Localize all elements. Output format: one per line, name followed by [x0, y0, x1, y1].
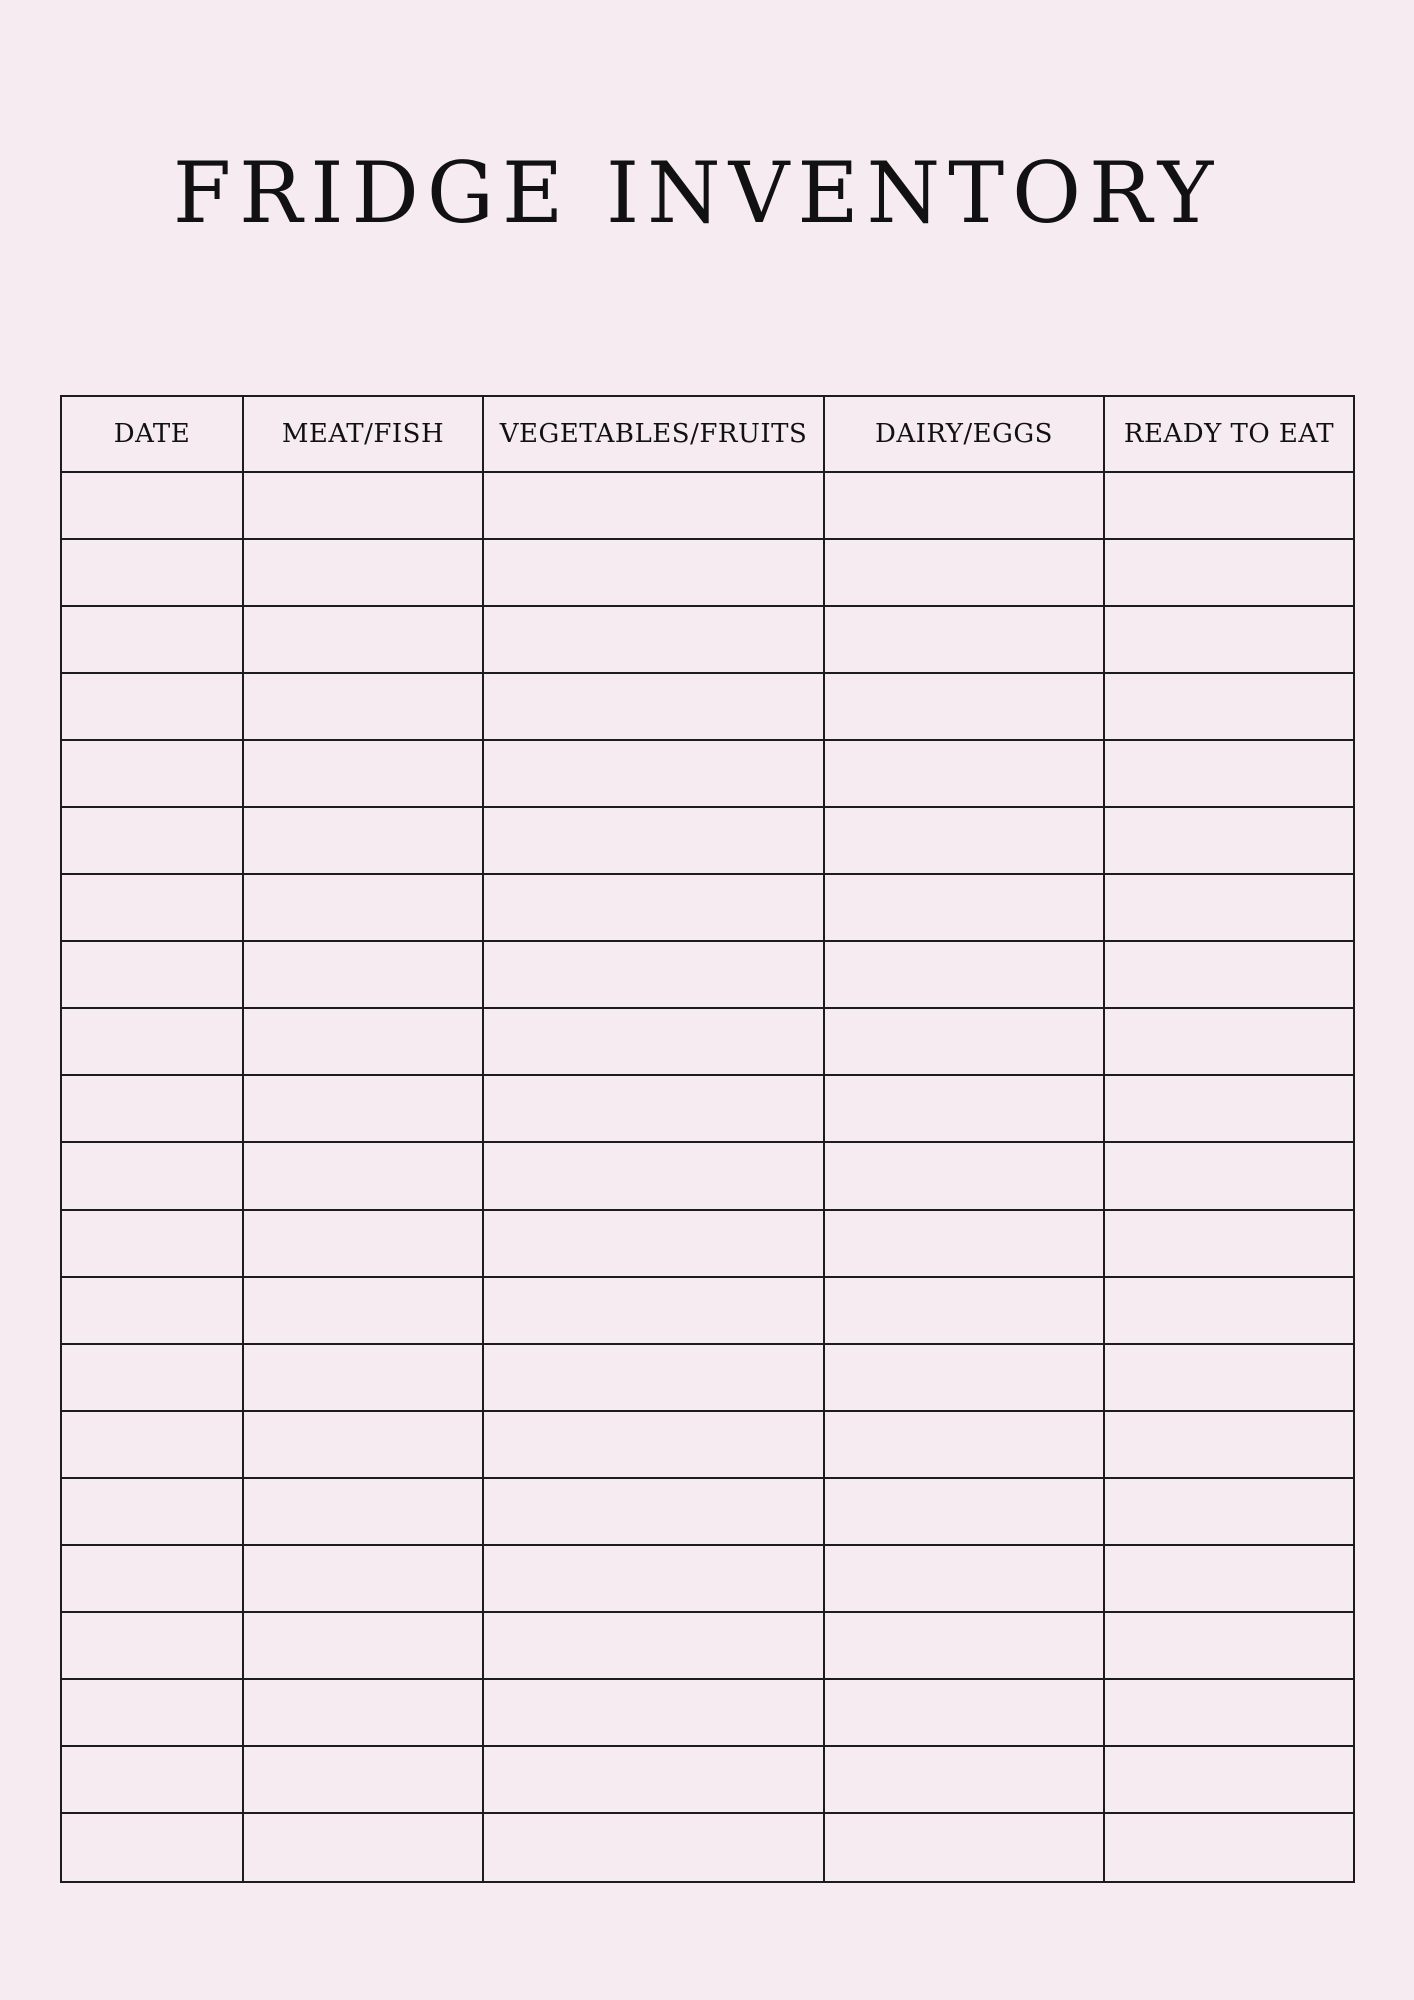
- table-cell-vegetables-fruits: [484, 1814, 825, 1881]
- table-cell-dairy-eggs: [825, 1747, 1105, 1814]
- table-cell-date: [62, 942, 244, 1009]
- table-cell-ready-to-eat: [1105, 1009, 1353, 1076]
- table-cell-ready-to-eat: [1105, 473, 1353, 540]
- table-cell-meat-fish: [244, 1479, 484, 1546]
- table-cell-dairy-eggs: [825, 607, 1105, 674]
- table-cell-date: [62, 674, 244, 741]
- table-cell-date: [62, 1278, 244, 1345]
- table-cell-meat-fish: [244, 741, 484, 808]
- column-header-vegetables-fruits: VEGETABLES/FRUITS: [484, 397, 825, 473]
- table-cell-dairy-eggs: [825, 674, 1105, 741]
- table-cell-dairy-eggs: [825, 1143, 1105, 1210]
- column-header-date: DATE: [62, 397, 244, 473]
- table-cell-vegetables-fruits: [484, 1613, 825, 1680]
- table-cell-meat-fish: [244, 674, 484, 741]
- column-header-ready-to-eat: READY TO EAT: [1105, 397, 1353, 473]
- table-cell-vegetables-fruits: [484, 674, 825, 741]
- table-cell-date: [62, 875, 244, 942]
- table-cell-date: [62, 1143, 244, 1210]
- table-cell-date: [62, 1412, 244, 1479]
- table-cell-vegetables-fruits: [484, 1009, 825, 1076]
- table-cell-ready-to-eat: [1105, 1076, 1353, 1143]
- table-cell-vegetables-fruits: [484, 808, 825, 875]
- table-cell-meat-fish: [244, 808, 484, 875]
- table-cell-ready-to-eat: [1105, 607, 1353, 674]
- table-cell-ready-to-eat: [1105, 674, 1353, 741]
- table-cell-vegetables-fruits: [484, 1278, 825, 1345]
- table-cell-dairy-eggs: [825, 1345, 1105, 1412]
- table-cell-dairy-eggs: [825, 1613, 1105, 1680]
- table-cell-dairy-eggs: [825, 1412, 1105, 1479]
- table-cell-dairy-eggs: [825, 808, 1105, 875]
- table-cell-dairy-eggs: [825, 942, 1105, 1009]
- table-cell-dairy-eggs: [825, 1546, 1105, 1613]
- table-cell-vegetables-fruits: [484, 607, 825, 674]
- table-cell-meat-fish: [244, 1345, 484, 1412]
- table-cell-dairy-eggs: [825, 473, 1105, 540]
- table-cell-meat-fish: [244, 1546, 484, 1613]
- table-cell-meat-fish: [244, 1143, 484, 1210]
- table-cell-ready-to-eat: [1105, 1546, 1353, 1613]
- table-cell-date: [62, 1680, 244, 1747]
- table-cell-ready-to-eat: [1105, 1143, 1353, 1210]
- table-cell-date: [62, 473, 244, 540]
- table-cell-ready-to-eat: [1105, 808, 1353, 875]
- table-cell-vegetables-fruits: [484, 1143, 825, 1210]
- table-cell-dairy-eggs: [825, 1479, 1105, 1546]
- table-cell-meat-fish: [244, 1747, 484, 1814]
- table-cell-ready-to-eat: [1105, 1479, 1353, 1546]
- table-cell-dairy-eggs: [825, 1680, 1105, 1747]
- column-header-dairy-eggs: DAIRY/EGGS: [825, 397, 1105, 473]
- table-cell-ready-to-eat: [1105, 942, 1353, 1009]
- table-cell-vegetables-fruits: [484, 1546, 825, 1613]
- table-cell-meat-fish: [244, 607, 484, 674]
- table-cell-dairy-eggs: [825, 540, 1105, 607]
- table-cell-meat-fish: [244, 875, 484, 942]
- table-cell-meat-fish: [244, 1412, 484, 1479]
- table-cell-date: [62, 808, 244, 875]
- table-cell-vegetables-fruits: [484, 1345, 825, 1412]
- inventory-table: [60, 395, 1355, 1883]
- table-cell-date: [62, 1479, 244, 1546]
- table-cell-meat-fish: [244, 1613, 484, 1680]
- table-cell-dairy-eggs: [825, 1814, 1105, 1881]
- table-cell-date: [62, 540, 244, 607]
- table-cell-ready-to-eat: [1105, 741, 1353, 808]
- table-cell-ready-to-eat: [1105, 1345, 1353, 1412]
- table-cell-ready-to-eat: [1105, 1211, 1353, 1278]
- table-cell-ready-to-eat: [1105, 1747, 1353, 1814]
- table-cell-ready-to-eat: [1105, 1412, 1353, 1479]
- table-cell-ready-to-eat: [1105, 1278, 1353, 1345]
- table-cell-date: [62, 1009, 244, 1076]
- table-cell-meat-fish: [244, 1211, 484, 1278]
- table-cell-vegetables-fruits: [484, 875, 825, 942]
- table-cell-ready-to-eat: [1105, 540, 1353, 607]
- table-cell-vegetables-fruits: [484, 942, 825, 1009]
- table-cell-date: [62, 1211, 244, 1278]
- table-cell-vegetables-fruits: [484, 1076, 825, 1143]
- table-cell-date: [62, 1546, 244, 1613]
- table-cell-vegetables-fruits: [484, 741, 825, 808]
- table-cell-meat-fish: [244, 1814, 484, 1881]
- table-cell-date: [62, 1814, 244, 1881]
- table-cell-vegetables-fruits: [484, 540, 825, 607]
- table-cell-dairy-eggs: [825, 875, 1105, 942]
- table-cell-dairy-eggs: [825, 1009, 1105, 1076]
- table-cell-date: [62, 1345, 244, 1412]
- table-cell-dairy-eggs: [825, 741, 1105, 808]
- table-cell-ready-to-eat: [1105, 1613, 1353, 1680]
- table-cell-date: [62, 1747, 244, 1814]
- table-cell-vegetables-fruits: [484, 1412, 825, 1479]
- table-cell-date: [62, 1613, 244, 1680]
- table-cell-meat-fish: [244, 942, 484, 1009]
- table-cell-ready-to-eat: [1105, 1680, 1353, 1747]
- table-cell-date: [62, 1076, 244, 1143]
- column-header-meat-fish: MEAT/FISH: [244, 397, 484, 473]
- table-cell-vegetables-fruits: [484, 1747, 825, 1814]
- table-cell-vegetables-fruits: [484, 1479, 825, 1546]
- table-cell-meat-fish: [244, 473, 484, 540]
- table-cell-meat-fish: [244, 540, 484, 607]
- table-cell-meat-fish: [244, 1009, 484, 1076]
- table-cell-date: [62, 607, 244, 674]
- table-cell-dairy-eggs: [825, 1211, 1105, 1278]
- table-cell-vegetables-fruits: [484, 1680, 825, 1747]
- table-cell-vegetables-fruits: [484, 473, 825, 540]
- table-cell-vegetables-fruits: [484, 1211, 825, 1278]
- table-cell-meat-fish: [244, 1076, 484, 1143]
- table-cell-dairy-eggs: [825, 1278, 1105, 1345]
- table-cell-ready-to-eat: [1105, 875, 1353, 942]
- page-title: FRIDGE INVENTORY: [172, 144, 1222, 242]
- table-cell-meat-fish: [244, 1680, 484, 1747]
- table-cell-ready-to-eat: [1105, 1814, 1353, 1881]
- table-cell-dairy-eggs: [825, 1076, 1105, 1143]
- table-cell-date: [62, 741, 244, 808]
- table-cell-meat-fish: [244, 1278, 484, 1345]
